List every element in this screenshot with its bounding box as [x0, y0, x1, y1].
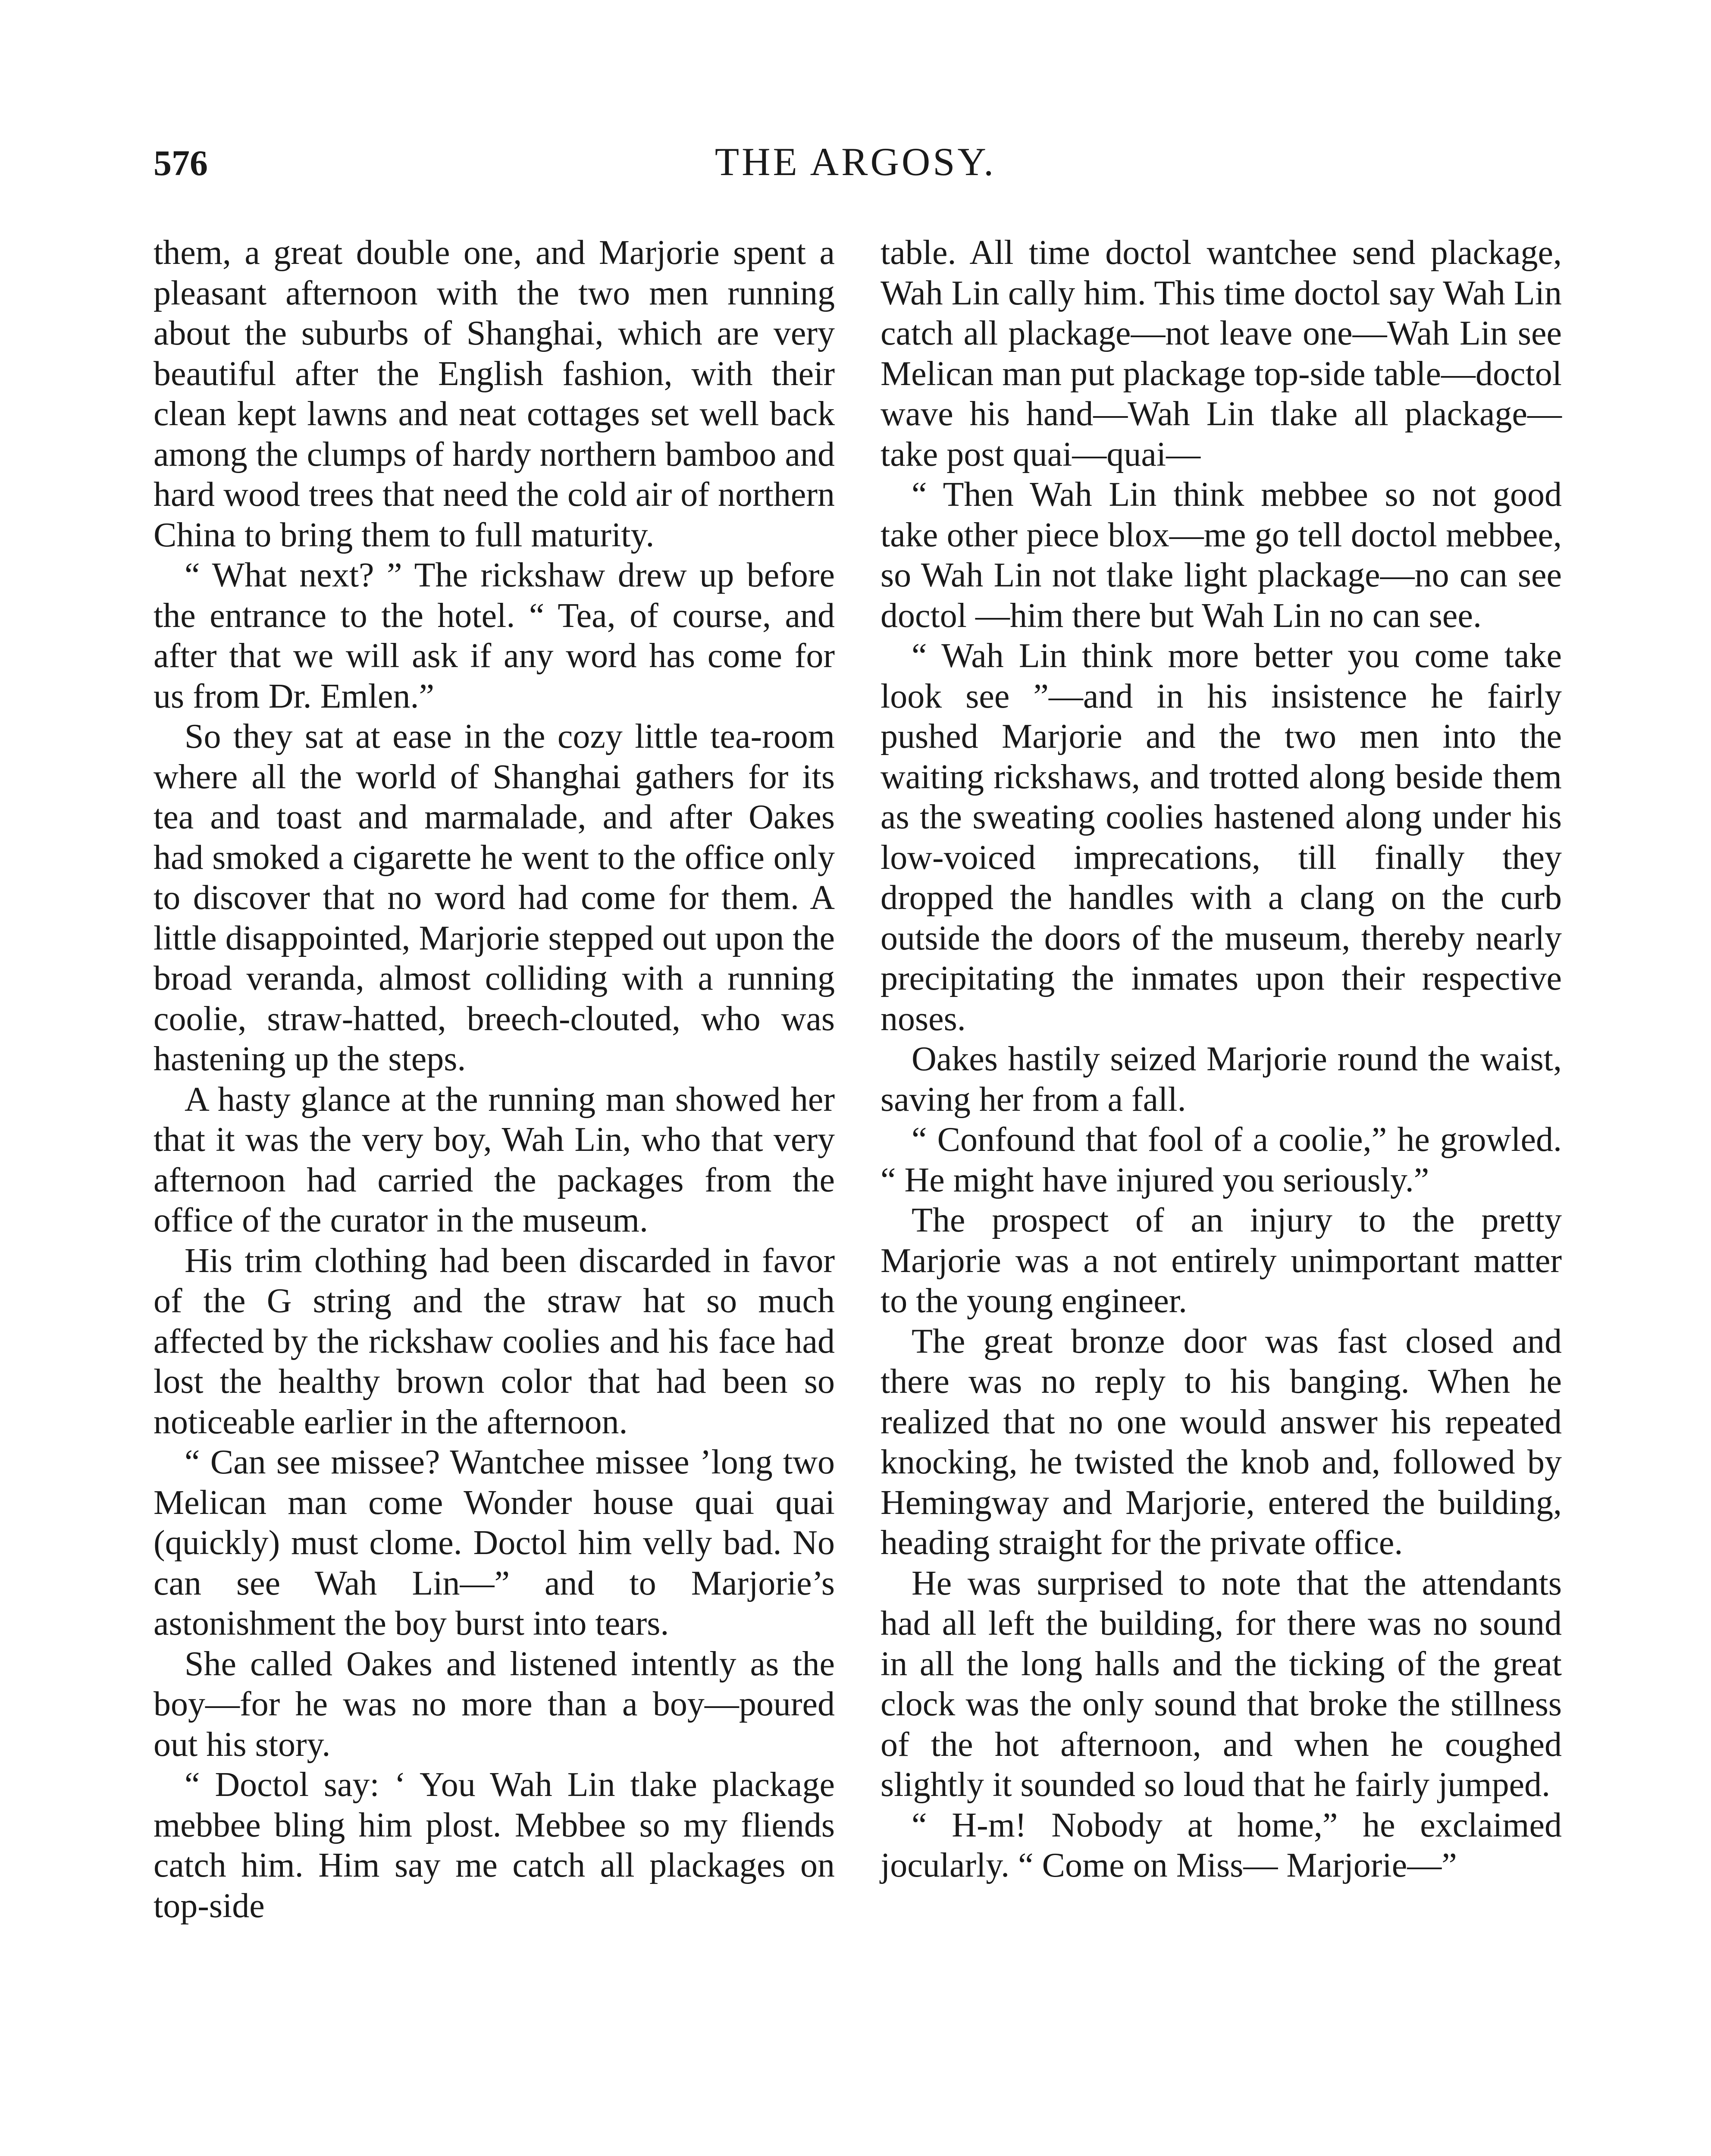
paragraph: “ H-m! Nobody at home,” he exclaimed jocularly. “ Come on Miss— Marjorie—”: [881, 1806, 1562, 1884]
paragraph: them, a great double one, and Marjorie spent a pleasant afternoon with the two men running about the suburbs of Shanghai, which are very beautiful after the English fashion, with their clean kept lawns and neat cottages set well back among the clumps of hardy northern bamboo and hard wood trees that need the cold air of northern China to bring them to full maturity.: [154, 234, 835, 554]
paragraph: The prospect of an injury to the pretty Marjorie was a not entirely unimportant matter to the young engineer.: [881, 1201, 1562, 1320]
paragraph: “ Can see missee? Wantchee missee ’long two Melican man come Wonder house quai quai (quickly) must clome. Doctol him velly bad. No can see Wah Lin—” and to Marjorie’s astonishment the boy burst into tears.: [154, 1443, 835, 1642]
paragraph: table. All time doctol wantchee send plackage, Wah Lin cally him. This time doctol say Wah Lin catch all plackage—not leave one—Wah Lin see Melican man put plackage top-side table—doctol wave his hand—Wah Lin tlake all plackage—take post quai—quai—: [881, 234, 1562, 473]
paragraph: His trim clothing had been discarded in favor of the G string and the straw hat so much affected by the rickshaw coolies and his face had lost the healthy brown color that had been so noticeable earlier in the afternoon.: [154, 1241, 835, 1441]
paragraph: He was surprised to note that the attendants had all left the building, for there was no sound in all the long halls and the ticking of the great clock was the only sound that broke the stillness of the hot afternoon, and when he coughed slightly it sounded so loud that he fairly jumped.: [881, 1564, 1562, 1804]
paragraph: “ What next? ” The rickshaw drew up before the entrance to the hotel. “ Tea, of course, and after that we will ask if any word has come for us from Dr. Emlen.”: [154, 556, 835, 715]
paragraph: “ Doctol say: ‘ You Wah Lin tlake plackage mebbee bling him plost. Mebbee so my fliends catch him. Him say me catch all plackages on top-side: [154, 1766, 835, 1925]
page-number: 576: [154, 143, 208, 183]
running-head-title: THE ARGOSY.: [714, 140, 997, 184]
paragraph: She called Oakes and listened intently as the boy—for he was no more than a boy—poured out his story.: [154, 1645, 835, 1764]
paragraph: The great bronze door was fast closed and there was no reply to his banging. When he realized that no one would answer his repeated knocking, he twisted the knob and, followed by Hemingway and Marjorie, entered the building, heading straight for the private office.: [881, 1322, 1562, 1562]
paragraph: A hasty glance at the running man showed her that it was the very boy, Wah Lin, who that very afternoon had carried the packages from the office of the curator in the museum.: [154, 1080, 835, 1239]
paragraph: So they sat at ease in the cozy little tea-room where all the world of Shanghai gathers for its tea and toast and marmalade, and after Oakes had smoked a cigarette he went to the office only to discover that no word had come for them. A little disappointed, Marjorie stepped out upon the broad veranda, almost colliding with a running coolie, straw-hatted, breech-clouted, who was hastening up the steps.: [154, 718, 835, 1078]
paragraph: “ Confound that fool of a coolie,” he growled. “ He might have injured you seriously.”: [881, 1121, 1562, 1199]
right-text-column: [881, 233, 1562, 1886]
paragraph: “ Then Wah Lin think mebbee so not good take other piece blox—me go tell doctol mebbee, so Wah Lin not tlake light plackage—no can see doctol —him there but Wah Lin no can see.: [881, 476, 1562, 635]
paragraph: “ Wah Lin think more better you come take look see ”—and in his insistence he fairly pushed Marjorie and the two men into the waiting rickshaws, and trotted along beside them as the sweating coolies hastened along under his low-voiced imprecations, till finally they dropped the handles with a clang on the curb outside the doors of the museum, thereby nearly precipitating the inmates upon their respective noses.: [881, 637, 1562, 1038]
left-text-column: [154, 233, 835, 1926]
paragraph: Oakes hastily seized Marjorie round the waist, saving her from a fall.: [881, 1040, 1562, 1119]
